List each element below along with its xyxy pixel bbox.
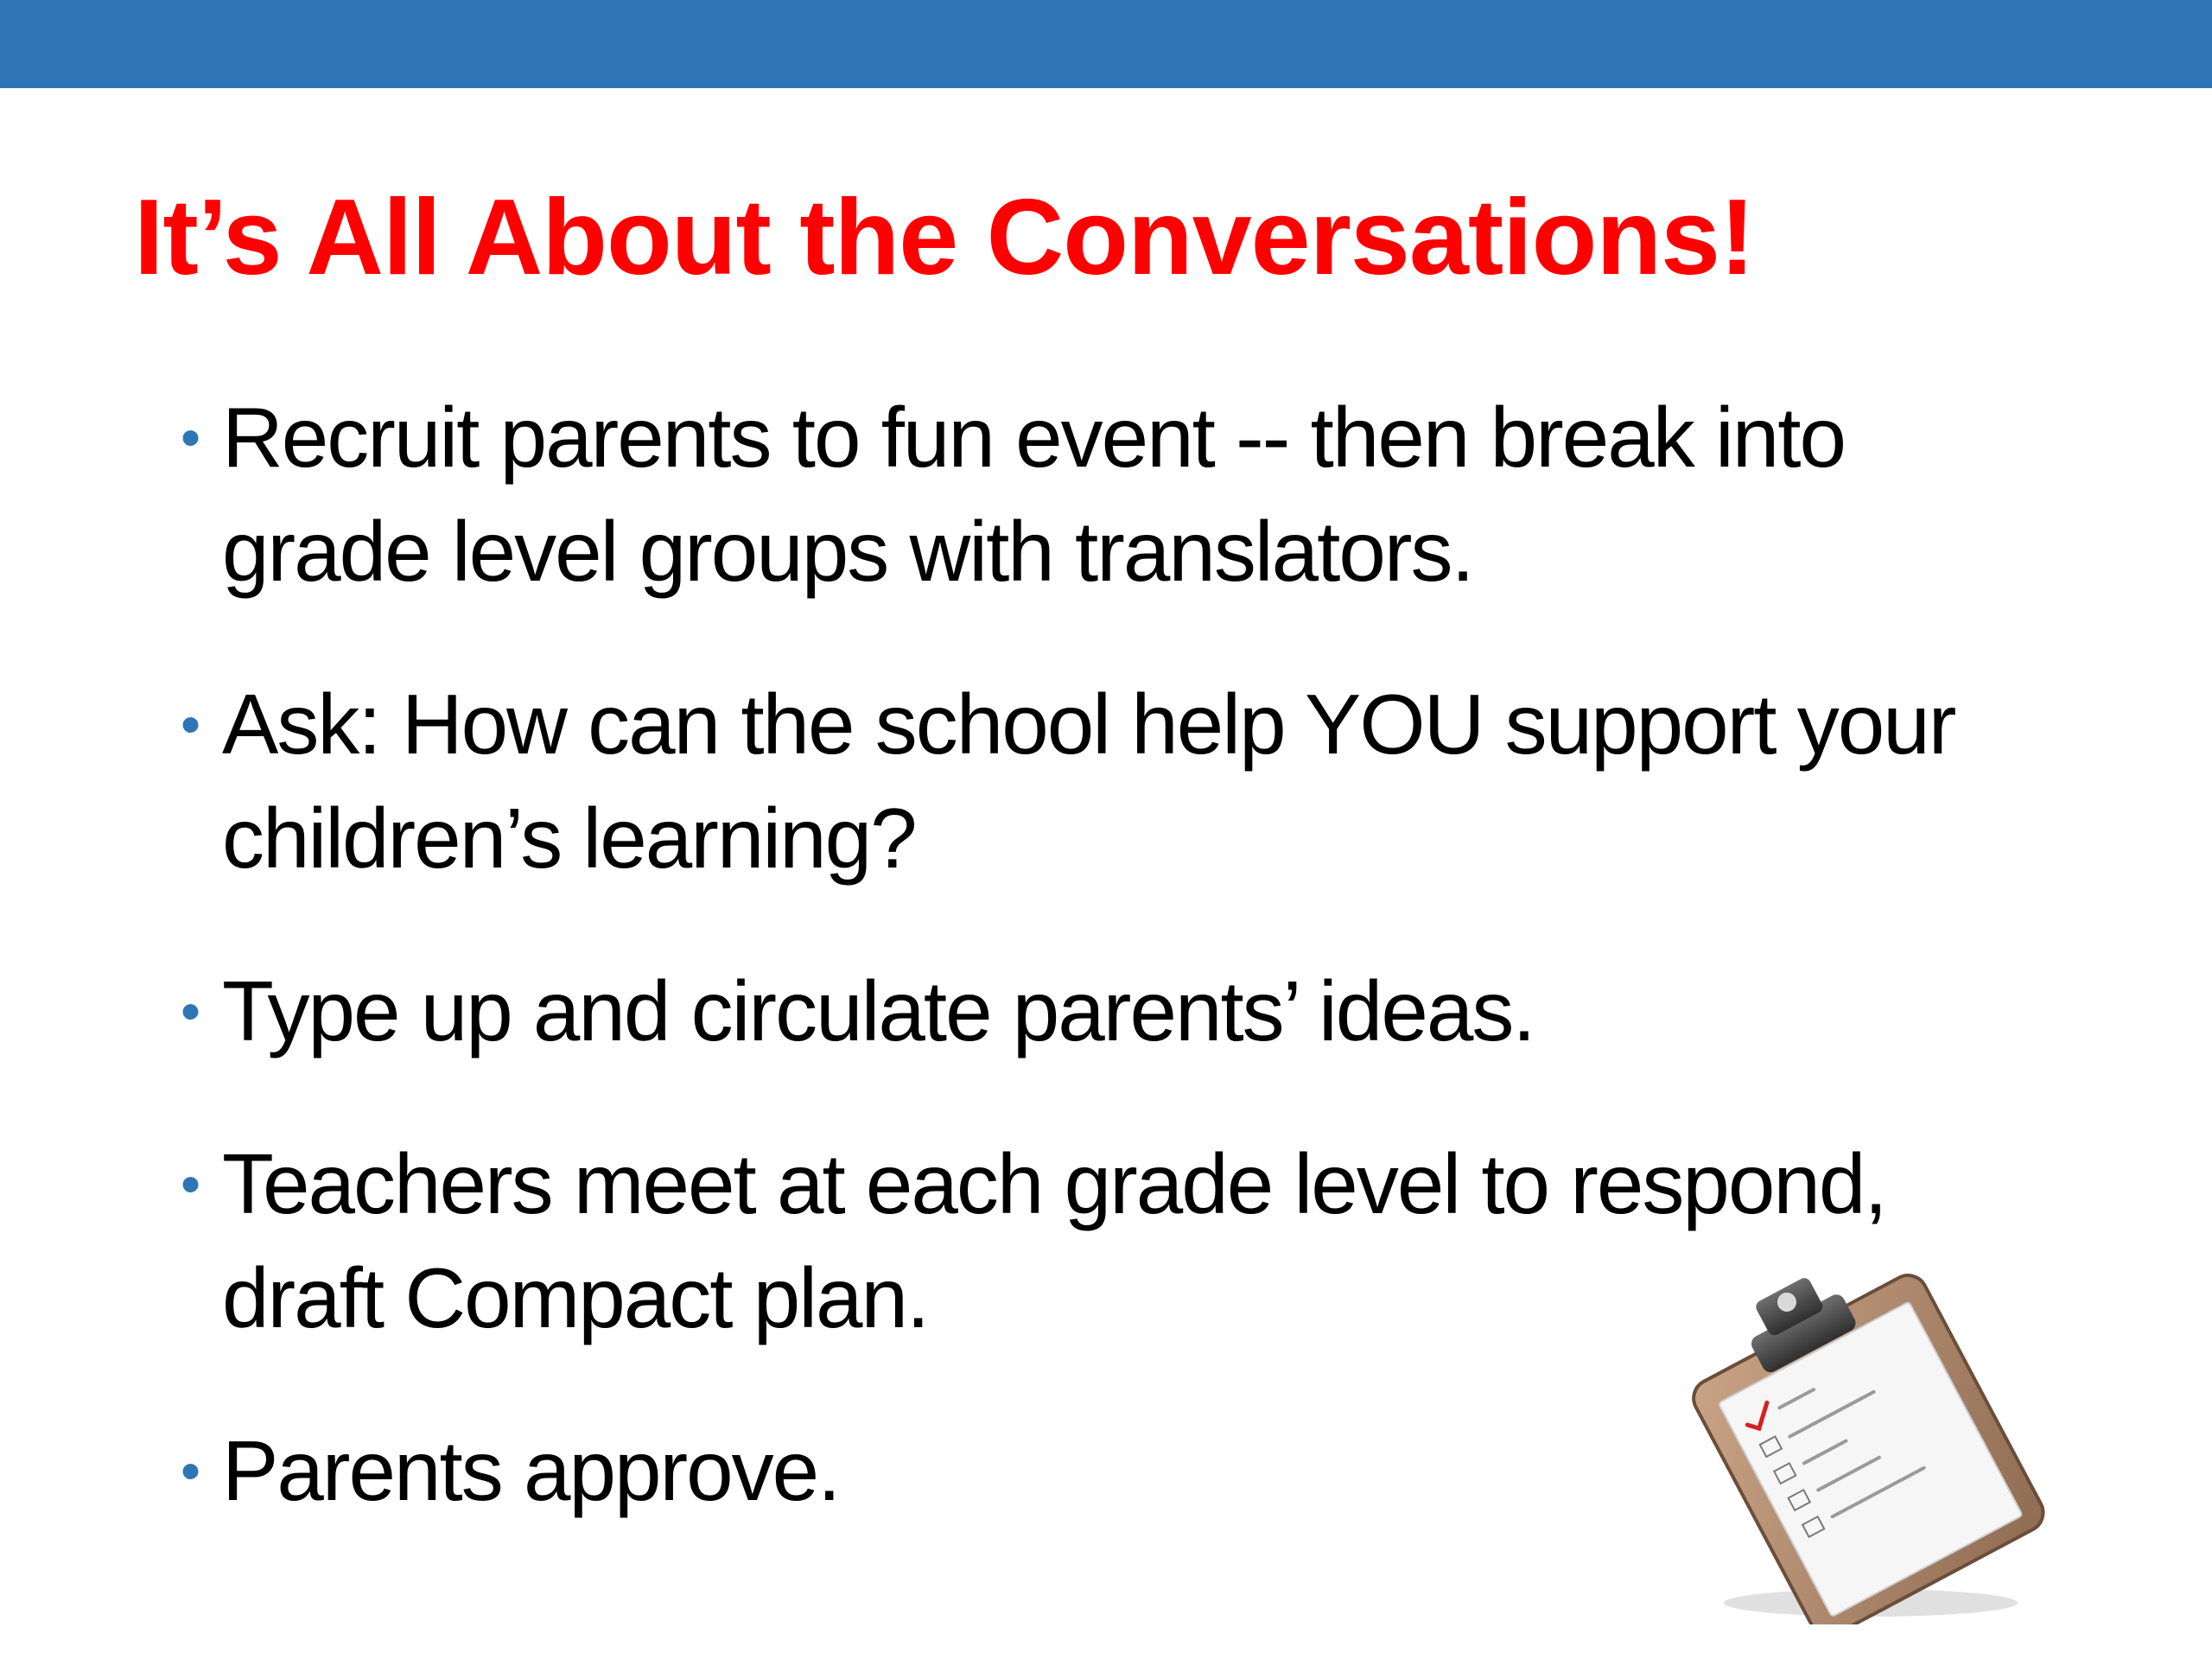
bullet-text: Ask: How can the school help YOU support your children’s learning?: [222, 677, 1955, 886]
bullet-item: [177, 954, 2061, 1068]
bullet-text: Parents approve.: [222, 1423, 840, 1518]
bullet-marker: •: [181, 405, 200, 469]
bullet-text: Recruit parents to fun event -- then break into grade level groups with translators.: [222, 390, 1845, 599]
bullet-marker: •: [181, 1439, 200, 1503]
header-bar: [0, 0, 2212, 88]
bullet-item: [177, 380, 2061, 608]
clipboard-checklist-icon: [1668, 1244, 2056, 1624]
bullet-marker: •: [181, 692, 200, 756]
slide-title: It’s All About the Conversations!: [134, 178, 1755, 297]
bullet-marker: •: [181, 979, 200, 1043]
bullet-text: Teachers meet at each grade level to respond, draft Compact plan.: [222, 1136, 1886, 1345]
bullet-marker: •: [181, 1152, 200, 1216]
bullet-item: [177, 667, 2061, 895]
bullet-text: Type up and circulate parents’ ideas.: [222, 963, 1535, 1058]
